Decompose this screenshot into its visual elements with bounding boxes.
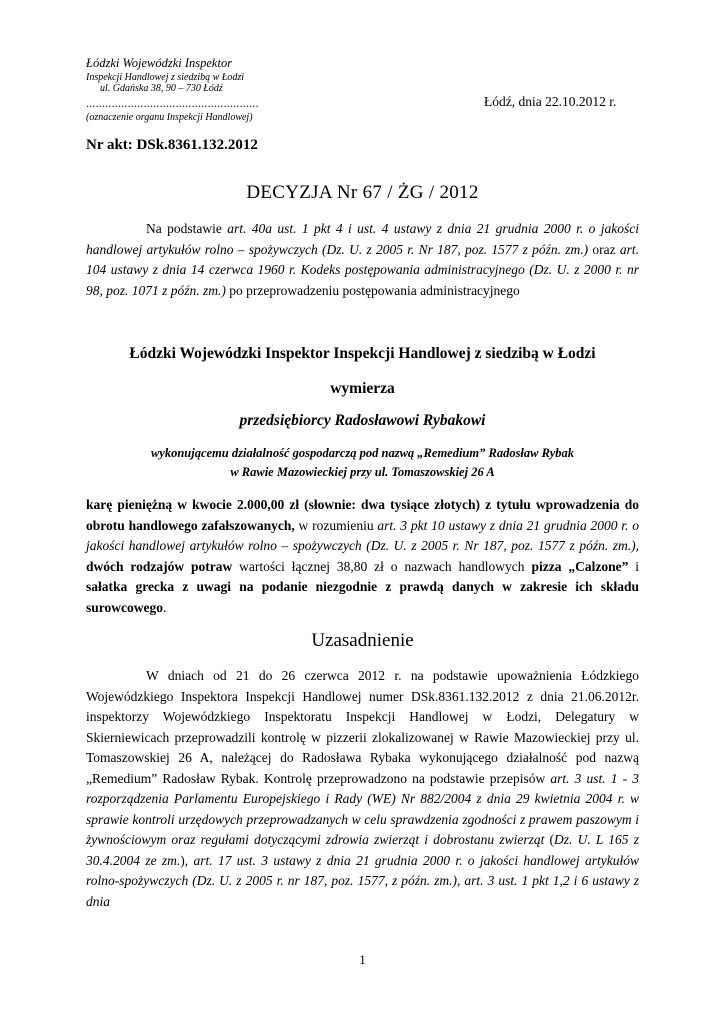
- signature-dots: ......................................................: [86, 96, 259, 110]
- intro-text-3: po przeprowadzeniu postępowania administracyjnego: [225, 282, 520, 298]
- justification-text-1: W dniach od 21 do 26 czerwca 2012 r. na podstawie upoważnienia Łódzkiego Wojewódzkiego Inspektora Inspekcji Handlowej numer DSk.8361.132.2012 z dnia 21.06.2012r. inspektorzy Wojewódzkiego Inspektoratu Inspekcji Handlowej w Łodzi, Delegatury w Skierniewicach przeprowadzili kontrolę w pizzerii zlokalizowanej w Rawie Mazowieckiej przy ul. Tomaszowskiej 26 A, należącej do Radosława Rybaka wykonującego działalność pod nazwą „Remedium” Radosław Rybak. Kontrolę przeprowadzono na podstawie przepisów: [86, 668, 639, 786]
- decision-title: DECYZJA Nr 67 / ŻG / 2012: [246, 182, 479, 203]
- justification-journal: Dz. U. L 165 z 30.4.2004 ze zm.: [86, 832, 639, 868]
- justification-heading: Uzasadnienie: [311, 630, 414, 651]
- entrepreneur-heading: przedsiębiorcy Radosławowi Rybakowi: [239, 412, 486, 429]
- authority-address: ul. Gdańska 38, 90 – 730 Łódź: [100, 83, 223, 94]
- intro-paragraph: [86, 219, 639, 301]
- penalty-pizza: pizza „Calzone”: [531, 558, 629, 574]
- penalty-dishes: dwóch rodzajów potraw: [86, 558, 233, 574]
- justification-regulation: art. 3 ust. 1 - 3 rozporządzenia Parlamentu Europejskiego i Rady (WE) Nr 882/2004 z dnia 29 kwietnia 2004 r. w sprawie kontroli urzędowych przeprowadzanych w celu sprawdzenia zgodności z prawem paszowym i żywnościowym oraz regułami dotyczącymi zdrowia zwierząt i dobrostanu zwierząt: [86, 770, 639, 847]
- organ-note: (oznaczenie organu Inspekcji Handlowej): [86, 112, 253, 123]
- intro-kpa-basis: art. 104 ustawy z dnia 14 czerwca 1960 r. Kodeks postępowania administracyjnego (Dz. U. z 2000 r. nr 98, poz. 1071 z późn. zm.): [86, 241, 639, 298]
- intro-legal-basis: art. 40a ust. 1 pkt 4 i ust. 4 ustawy z dnia 21 grudnia 2000 r. o jakości handlowej artykułów rolno – spożywczych (Dz. U. z 2005 r. Nr 187, poz. 1577 z późn. zm.): [86, 221, 639, 257]
- penalty-text-3: i: [628, 558, 639, 574]
- authority-line-2: Inspekcji Handlowej z siedzibą w Łodzi: [86, 72, 245, 83]
- intro-text-1: Na podstawie: [146, 221, 228, 236]
- business-line-2: w Rawie Mazowieckiej przy ul. Tomaszowskiej 26 A: [230, 465, 495, 479]
- penalty-salad: sałatka grecka z uwagi na podanie niezgodnie z prawdą danych w zakresie ich składu surowcowego: [86, 579, 639, 615]
- page-number: 1: [359, 952, 366, 967]
- penalty-amount: karę pieniężną w kwocie 2.000,00 zł (słownie: dwa tysiące złotych) z tytułu wprowadzenia do obrotu handlowego zafałszowanych,: [86, 497, 639, 533]
- justification-paragraph: [86, 666, 639, 912]
- place-date: Łódź, dnia 22.10.2012 r.: [484, 94, 617, 109]
- authority-heading: Łódzki Wojewódzki Inspektor Inspekcji Handlowej z siedzibą w Łodzi: [129, 345, 596, 362]
- penalty-period: .: [163, 599, 167, 615]
- justification-law-refs: art. 17 ust. 3 ustawy z dnia 21 grudnia 2000 r. o jakości handlowej artykułów rolno-spożywczych (Dz. U. z 2005 r. nr 187, poz. 1577, z późn. zm.), art. 3 ust. 1 pkt 1,2 i 6 ustawy z dnia: [86, 852, 640, 909]
- justification-text-3: ),: [180, 852, 194, 868]
- case-number: Nr akt: DSk.8361.132.2012: [86, 137, 258, 153]
- penalty-text-1: w rozumieniu: [294, 517, 378, 533]
- justification-text-2: (: [544, 832, 555, 847]
- business-line-1: wykonującemu działalność gospodarczą pod nazwą „Remedium” Radosław Rybak: [150, 446, 575, 460]
- penalty-legal-basis: art. 3 pkt 10 ustawy z dnia 21 grudnia 2000 r. o jakości handlowej artykułów rolno – spożywczych (Dz. U. z 2005 r. Nr 187, poz. 1577 z późn. zm.),: [86, 517, 639, 553]
- authority-name: Łódzki Wojewódzki Inspektor: [86, 56, 233, 70]
- intro-text-2: oraz: [588, 241, 620, 257]
- penalty-text-2: wartości łącznej 38,80 zł o nazwach handlowych: [232, 558, 532, 574]
- penalty-paragraph: [86, 495, 639, 618]
- imposes-heading: wymierza: [330, 380, 395, 397]
